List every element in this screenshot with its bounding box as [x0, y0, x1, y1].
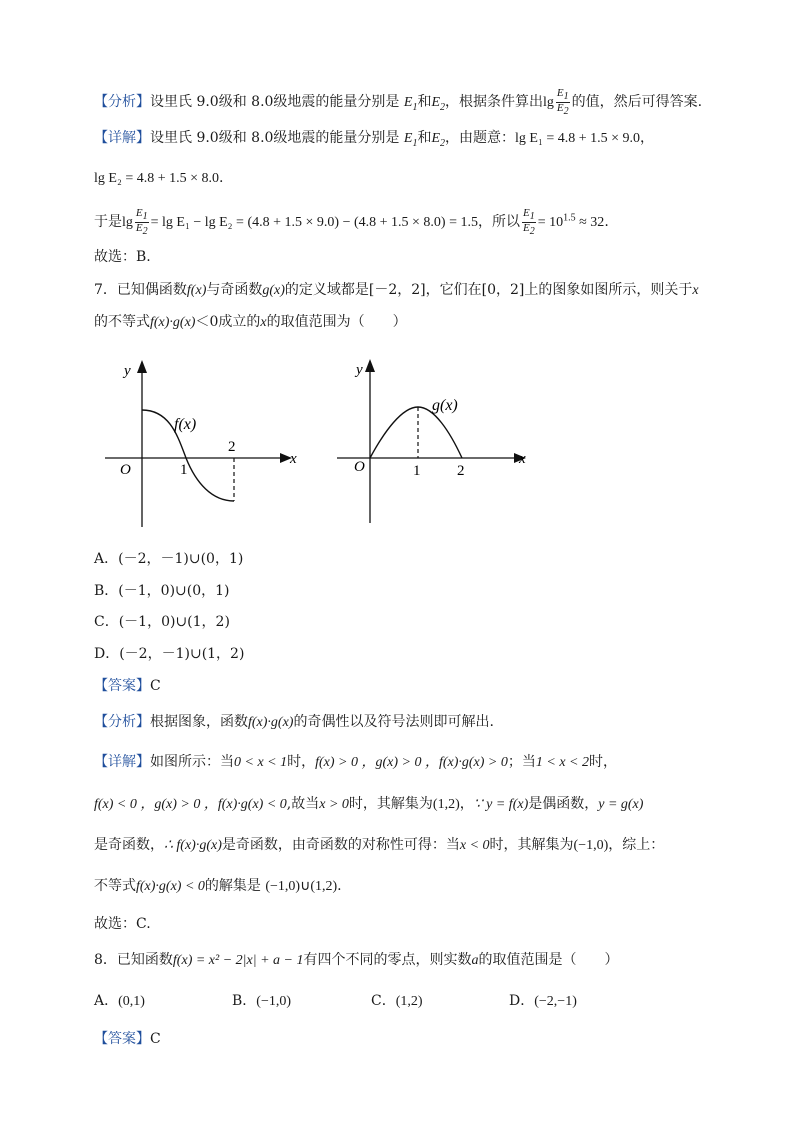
q7-detail-2 [94, 794, 643, 815]
math-expr: f(x) > 0 ，g(x) > 0 ，f(x)·g(x) > 0 [315, 755, 508, 770]
analysis-tag: 【分析】 [94, 93, 150, 110]
math-expr: x > 0 [319, 797, 349, 812]
punct: ， [640, 130, 655, 146]
x-var: x [260, 315, 267, 330]
equation-3: = lg E₁ − lg E₂ = (4.8 + 1.5 × 9.0) − (4.8 + 1.5 × 8.0) = 1.5 [150, 214, 478, 230]
inequality: f(x)·g(x) [150, 315, 196, 330]
detail-text: 是偶函数， [528, 796, 599, 812]
q7-text: 与奇函数 [206, 282, 263, 298]
math-expr: f(x)·g(x) < 0 [136, 879, 205, 894]
analysis-text: 设里氏 9.0级和 8.0级地震的能量分别是 [150, 93, 400, 110]
q7-analysis [94, 712, 494, 733]
tick-1: 1 [413, 463, 421, 479]
fx-label: f(x) [186, 283, 207, 298]
detail-text-b: ，由题意： [445, 130, 516, 146]
so2-text: ，所以 [477, 213, 520, 230]
q8-answer [94, 1029, 161, 1049]
q7-stem-line-2 [94, 312, 407, 333]
x-label: x [519, 451, 526, 467]
analysis-tag: 【分析】 [94, 714, 150, 730]
math-expr: ∴ f(x)·g(x) [164, 838, 222, 853]
fg-expr: f(x)·g(x) [248, 715, 294, 730]
q8-text: 的取值范围是（ ） [478, 952, 619, 968]
option-b [94, 581, 230, 601]
q7-text: 的不等式 [94, 314, 150, 330]
math-expr: x < 0 [459, 838, 490, 853]
q7-text: 的取值范围为（ ） [266, 314, 407, 330]
answer-value: C [150, 678, 161, 694]
q8-option-d: D．(−2,−1) [509, 993, 577, 1009]
var-e1: $E_1$ [403, 94, 418, 113]
answer-value: C [150, 1031, 161, 1047]
q7-detail-3 [94, 835, 664, 856]
detail-text: ；当 [507, 754, 536, 770]
detail-text: . [337, 878, 342, 894]
detail-text: 时， [287, 754, 316, 770]
lg-fraction: lg $\frac{E_1}{E_2}$ [543, 87, 569, 118]
equation-2: lg E₂ = 4.8 + 1.5 × 8.0 [94, 171, 220, 186]
option-a [94, 549, 243, 569]
function-expr: f(x) = x² − 2|x| + a − 1 [172, 953, 304, 968]
lg-fraction: lg $\frac{E_1}{E_2}$ [122, 207, 148, 238]
var-e2: $E_2$ [431, 131, 446, 149]
origin-label: O [354, 459, 365, 475]
a-var: a [471, 953, 479, 968]
q7-text: 的定义域都是[－2，2]，它们在[0，2]上的图象如图所示，则关于 [284, 282, 693, 298]
choose-text: 故选：C. [94, 916, 151, 932]
math-expr: (1,2) [432, 797, 460, 812]
and-text: 和 [417, 130, 432, 146]
detail-tag: 【详解】 [94, 754, 150, 770]
tick-1: 1 [180, 462, 188, 478]
answer-tag: 【答案】 [94, 1031, 150, 1047]
choose-line [94, 247, 151, 267]
origin-label: O [120, 462, 131, 478]
x-var: x [692, 283, 699, 298]
q8-text: 有四个不同的零点，则实数 [303, 952, 472, 968]
detail-text: 时，其解集为 [489, 837, 574, 853]
so-text: 于是 [94, 213, 122, 230]
detail-line-2 [94, 168, 223, 189]
y-axis-arrow-icon [137, 360, 147, 373]
detail-text: 设里氏 9.0级和 8.0级地震的能量分别是 [150, 130, 400, 146]
math-expr: 0 < x < 1 [234, 755, 288, 770]
detail-text: ，综上： [608, 837, 665, 853]
option-text: B．(－1，0)∪(0，1) [94, 583, 230, 599]
q7-text: ＜0成立的 [195, 314, 261, 330]
gx-label: g(x) [262, 283, 285, 298]
detail-text: 是奇函数，由奇函数的对称性可得：当 [221, 837, 460, 853]
math-expr: ∵ y = f(x) [473, 797, 529, 812]
detail-text: 不等式 [94, 878, 136, 894]
q8-stem [94, 950, 618, 971]
option-text: C．(－1，0)∪(1，2) [94, 614, 230, 630]
analysis-text-b: ，根据条件算出 [445, 93, 544, 110]
x-label: x [290, 451, 297, 467]
q7-answer [94, 676, 161, 696]
analysis-text: 的奇偶性以及符号法则即可解出. [293, 714, 494, 730]
y-label: y [356, 362, 363, 378]
math-expr: (−1,0)∪(1,2) [265, 879, 338, 894]
detail-text: 时，其解集为 [348, 796, 433, 812]
g-curve [370, 407, 462, 458]
detail-text: 的解集是 [204, 878, 261, 894]
math-expr: f(x) < 0 ，g(x) > 0 ，f(x)·g(x) < 0 [94, 797, 287, 812]
q8-option-c: C．(1,2) [371, 993, 423, 1009]
graph-f [100, 355, 300, 535]
and-text: 和 [417, 93, 432, 110]
detail-text: 时， [589, 754, 617, 770]
option-d [94, 644, 244, 664]
answer-tag: 【答案】 [94, 678, 150, 694]
detail-line-3 [94, 208, 609, 237]
detail-text: 如图所示：当 [150, 754, 234, 770]
q7-detail-1 [94, 752, 617, 773]
tick-2: 2 [457, 463, 465, 479]
detail-text: ,故当 [286, 796, 320, 812]
detail-text: ， [459, 796, 474, 812]
equation-4: = $10^{1.5} \approx 32$ [537, 212, 605, 230]
q8-option-a: A．(0,1) [94, 993, 145, 1009]
ratio-fraction: $\frac{E_1}{E_2}$ [522, 207, 535, 238]
q8-text: 8．已知函数 [94, 952, 173, 968]
curve-label: g(x) [432, 397, 458, 414]
q7-choose [94, 914, 151, 934]
y-label: y [124, 363, 131, 379]
math-expr: y = g(x) [598, 797, 644, 812]
var-e1: $E_1$ [403, 131, 418, 149]
q7-text: 7．已知偶函数 [94, 282, 187, 298]
q7-detail-4 [94, 876, 342, 897]
punct: . [604, 213, 609, 230]
detail-text: 是奇函数， [94, 837, 164, 853]
analysis-line [94, 88, 702, 118]
punct: . [219, 170, 224, 186]
tick-2: 2 [228, 439, 236, 455]
analysis-text-c: 的值，然后可得答案. [571, 93, 703, 110]
choose-text: 故选：B. [94, 249, 151, 265]
q8-option-b: B．(−1,0) [232, 993, 292, 1009]
math-expr: 1 < x < 2 [535, 755, 589, 770]
equation-1: lg E₁ = 4.8 + 1.5 × 9.0 [515, 131, 641, 146]
math-expr: (−1,0) [573, 838, 609, 853]
y-axis-arrow-icon [365, 359, 375, 372]
detail-line-1 [94, 128, 654, 154]
option-text: D．(－2，－1)∪(1，2) [94, 646, 245, 662]
var-e2: $E_2$ [431, 94, 446, 113]
q7-stem-line-1 [94, 280, 699, 301]
analysis-text: 根据图象，函数 [150, 714, 248, 730]
curve-label: f(x) [174, 416, 197, 433]
option-text: A．(－2，－1)∪(0，1) [94, 551, 244, 567]
option-c [94, 612, 230, 632]
detail-tag: 【详解】 [94, 130, 150, 146]
graph-g [332, 350, 532, 530]
